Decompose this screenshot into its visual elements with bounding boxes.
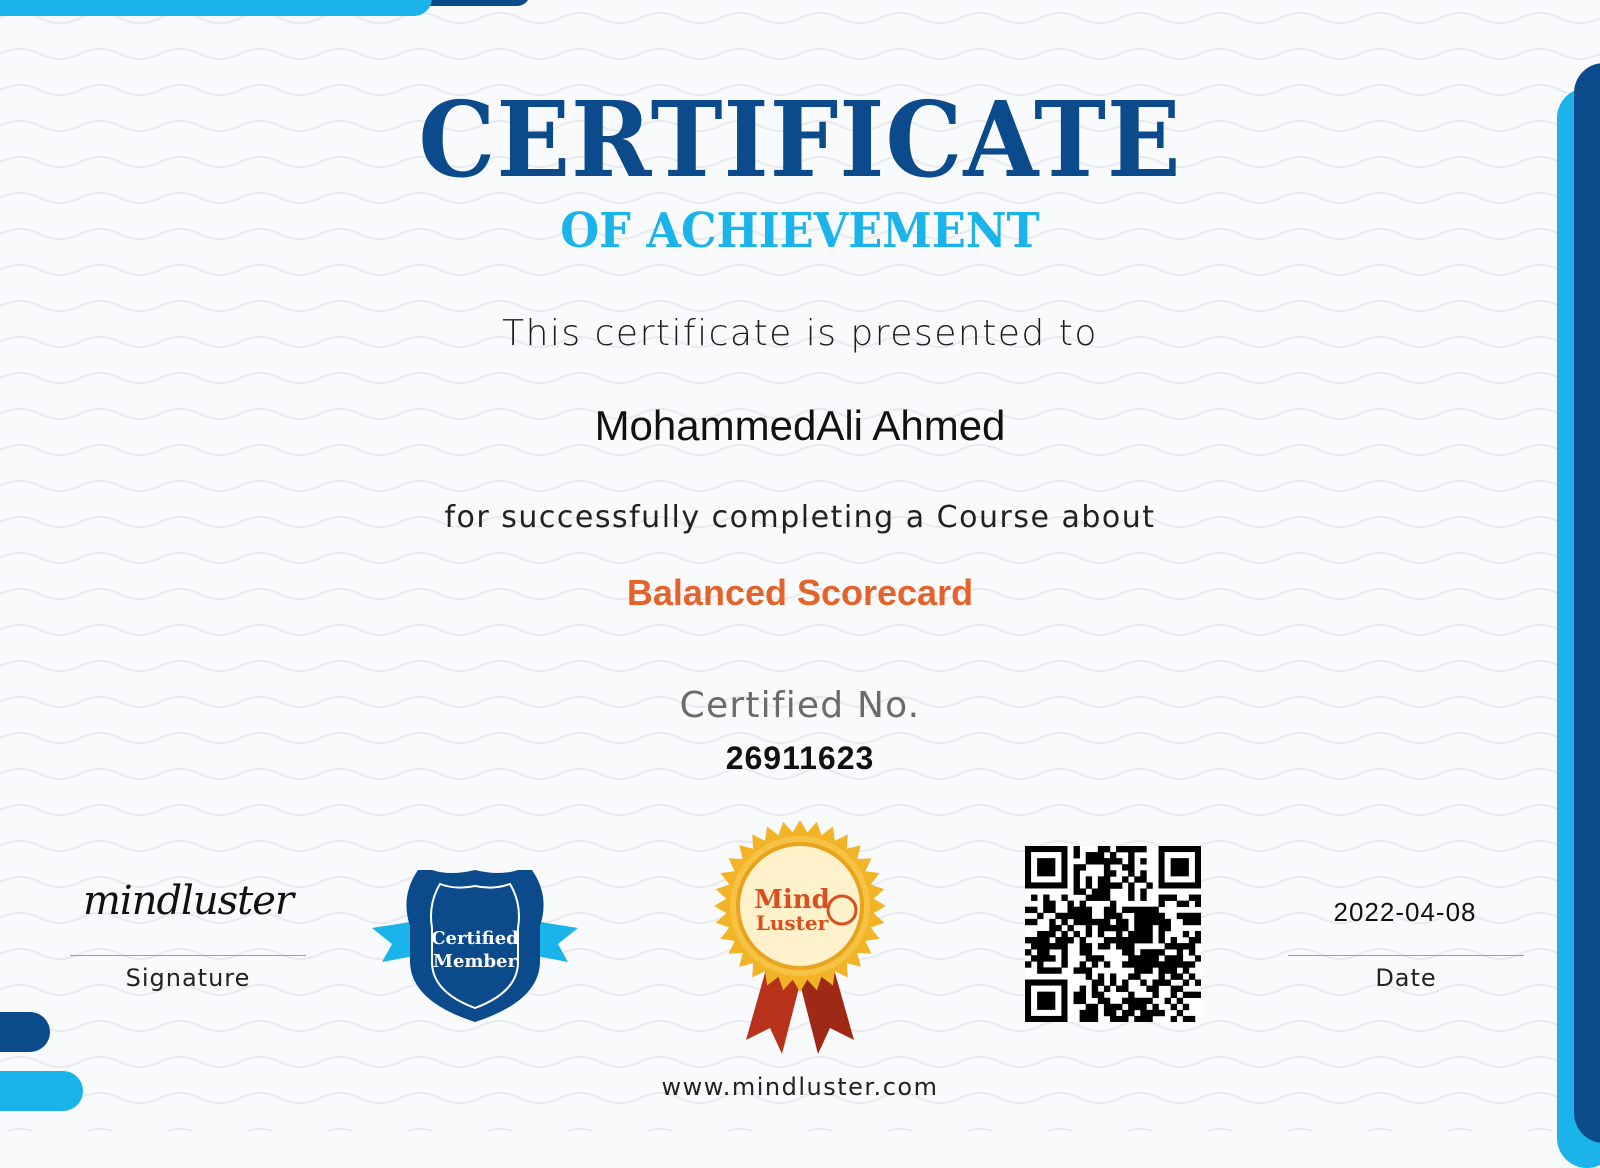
signature-script: mindluster: [82, 878, 294, 924]
date-line: [1288, 955, 1524, 956]
certificate-title: CERTIFICATE: [418, 78, 1182, 201]
seal-line2: Luster: [755, 911, 829, 935]
seal-line1: Mind: [754, 885, 830, 915]
certificate-subtitle: OF ACHIEVEMENT: [560, 203, 1040, 259]
certified-no-label: Certified No.: [679, 685, 921, 726]
presented-text: This certificate is presented to: [502, 313, 1098, 354]
top-left-cyan-bar: [0, 0, 432, 16]
course-name: Balanced Scorecard: [626, 572, 974, 613]
completion-text: for successfully completing a Course about: [444, 500, 1156, 535]
date-value: 2022-04-08: [1333, 897, 1477, 927]
signature-caption: Signature: [125, 964, 251, 992]
signature-line: [70, 955, 306, 956]
qr-code-icon: [1025, 846, 1201, 1022]
recipient-name: MohammedAli Ahmed: [594, 402, 1006, 449]
mindluster-seal-icon: [712, 818, 888, 1058]
website-url: www.mindluster.com: [661, 1073, 939, 1101]
bottom-left-navy-bar: [0, 1012, 50, 1052]
certified-member-badge-icon: [370, 866, 580, 1026]
date-caption: Date: [1375, 964, 1437, 992]
badge-line1: Certified: [431, 928, 519, 949]
badge-line2: Member: [433, 951, 517, 972]
certified-number: 26911623: [725, 740, 875, 776]
